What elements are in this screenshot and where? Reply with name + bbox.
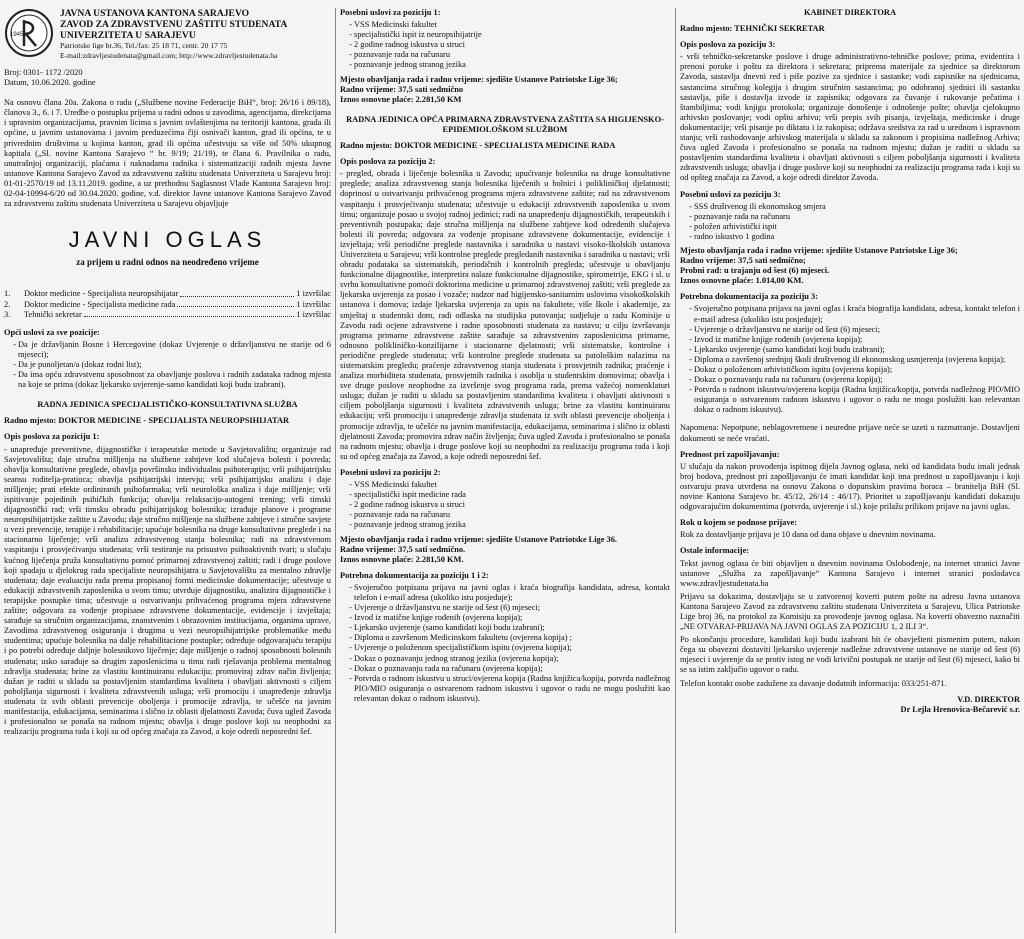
positions-list	[4, 289, 331, 319]
list-item: - Ljekarsko uvjerenje (samo kandidati koji budu izabrani);	[354, 623, 670, 633]
other-info-text: Prijavu sa dokazima, dostavljaju se u zatvorenoj koverti putem pošte na adresu Javna ustanova Kantona Sarajevo Zavod za zdravstvenu zaštitu studenata Univerziteta u Sarajevu, Ulica Patriotske Lige broj 36, na protokol za Komisiju za provođenje javnog oglasa. Na koverti obavezno naznačiti „NE OTVARAJ-PRIJAVA NA JAVNI OGLAS ZA POZICIJU 1, 2 ILI 3“.	[680, 591, 1020, 632]
unit-3-title: KABINET DIREKTORA	[803, 8, 897, 17]
list-item: - specijalistički ispit iz neuropsihijatrije	[354, 30, 670, 40]
list-item: - 2 godine radnog iskustva u struci	[354, 40, 670, 50]
list-item: - Uvjerenje o državljanstvu ne starije od šest (6) mjeseci;	[354, 603, 670, 613]
other-info-text: Tekst javnog oglasa će biti objavljen u dnevnim novinama Oslobođenje, na internet stranici Javne ustanove „Služba za zapošljavanje“ Kantona Sarajevo i internet stranici poslodavca www.zdravljestudenata.ba	[680, 558, 1020, 588]
unit-3-salary: Iznos osnovne plaće: 1.014,00 KM.	[680, 276, 804, 286]
docs-1-2-list	[340, 583, 670, 704]
list-item: - Da ima opću zdravstvenu sposobnost za obavljanje poslova i radnih zadataka radnog mjesta na koje se prima (dokaz ljekarsko uvjerenje-samo kandidati koji budu izabrani).	[18, 370, 331, 390]
unit-1-conditions-title: Posebni uslovi za poziciju 1:	[340, 8, 441, 17]
docs-3-list	[680, 304, 1020, 415]
list-item: - Dokaz o poznavanju jednog stranog jezika (ovjerena kopija);	[354, 654, 670, 664]
deadline-title: Rok u kojem se podnose prijave:	[680, 518, 798, 528]
list-item: - SSS društvenog ili ekonomskog smjera	[694, 202, 1020, 212]
legal-basis-intro: Na osnovu člana 20a. Zakona o radu („Službene novine Federacije BiH“, broj: 26/16 i 89/18), članova 3., 6. i 7. Uredbe o postupku prijema u radni odnos u zavodima, agencijama, direkcijama i upravnim organizacijama, pravnim licima s javnim ovlaštenjima na teritoriji kantona, grada ili općine, u javnim ustanovama i javnim preduzećima čiji osnivači kanton, grad ili općina, te u privrednim društvima u kojima kanton, grad ili općina učestvuju sa više od 50% ukupnog kapitala („Sl. novine Kantona Sarajevo “ br. 9/19; 21/19), te člana 6. Pravilnika o radu, unutrašnjoj organizaciji, plaćama i naknadama radnika i sistematizaciji radnih mjesta Javne ustanove Kantona Sarajevo Zavod za zdravstvenu zaštitu studenata Univerziteta u Sarajevu broj: 01-01-2570/19 od 13.11.2019. godine, a uz prethodnu Saglasnost Vlade Kantona Sarajevo broj: 02-04-10994-6/20 od 30.04.2020. godine, v.d. direktor Javne ustanove Kantona Sarajevo Zavod za zdravstvenu zaštitu studenata Univerziteta u Sarajevu objavljuje	[4, 98, 331, 209]
list-item: - specijalistički ispit medicine rada	[354, 490, 670, 500]
list-item: - poznavanje rada na računaru	[694, 212, 1020, 222]
institution-line: UNIVERZITETA U SARAJEVU	[60, 30, 196, 41]
list-item: - Uvjerenje o položenom specijalističkom ispitu (ovjerena kopija);	[354, 643, 670, 653]
unit-3-duties: - vrši tehničko-sekretarske poslove i druge administrativno-tehničke poslove; prima, evidentira i prenosi poruke i poštu za direktora i sekretara; priprema materijale za sjednice sa direktorom Zavoda, sastavlja dnevni red i piše pozive za sjednice i sastanke; vodi zapisnike na sjednicama, sastancima stručnog kolegija i drugim stručnim sastancima; po odobranoj sjednici ili sastanku sastavlja, piše i dostavlja izvode iz zapisnika; odgovara za čuvanje i rukovanje pečatima i štambiljima; vodi knjigu protokola; organizuje donošenje i odnošenje pošte; obavlja cjelokupno arhivsko poslovanje; vodi opštu arhivu; vrši prepis svih pisanja, izvještaja, medicinske i druge dokumentacije; vrši pisanje po diktatu i iz rukopisa; održava sredstva za rad u urednom i ispravnom stanju; vrši rashodovanje arhivskog materijala u skladu sa zakonom i propisima nadležnog Arhiva; čuva ugled Zavoda i profesionalno se ponaša na radnom mjestu; dužan je raditi u skladu sa postavljenim standardima kvaliteta i obavljati aktivnosti s ciljem poboljšanja sigurnosti i kvaliteta zdravstvenih usluga; obavlja i druge poslove koji su neophodni za realizaciju programa rada i koji su od opšteg značaja za Zavod, a koje odredi direktor Zavoda.	[680, 52, 1020, 183]
unit-1-title: RADNA JEDINICA SPECIJALISTIČKO-KONSULTATIVNA SLUŽBA	[37, 400, 298, 410]
list-item: - Da je punoljetan/a (dokaz rodni list);	[18, 360, 331, 370]
unit-3-workplace: Radno mjesto: TEHNIČKI SEKRETAR	[680, 24, 825, 34]
column-1	[4, 8, 331, 935]
list-item: - radno iskustvo 1 godina	[694, 232, 1020, 242]
list-item: - Potvrda o radnom iskustvu/ovjerena kopija (Radna knjižica/kopija, potvrda nadležnog PIO/MIO osiguranja o ostvarenom radnom iskustvu i ugovor o radu ne mogu poslužiti kao relevantan dokaz o radnom iskustvu).	[694, 385, 1020, 415]
list-item: - VSS Medicinski fakultet	[354, 480, 670, 490]
docs-1-2-title: Potrebna dokumentacija za poziciju 1 i 2:	[340, 570, 489, 580]
list-item: - Diploma o završenom Medicinskom fakultetu (ovjerena kopija) ;	[354, 633, 670, 643]
unit-2-place: Mjesto obavljanja rada i radno vrijeme: sjedište Ustanove Patriotske Lige 36.	[340, 534, 618, 544]
institution-address: Patriotske lige br.36, Tel./fax: 25 18 71, centr. 20 17 75	[60, 41, 228, 50]
unit-2-title: RADNA JEDINICA OPĆA PRIMARNA ZDRAVSTVENA ZAŠTITA SA HIGIJENSKO-EPIDEMIOLOŠKOM SLUŽBOM	[346, 114, 664, 134]
page-title: JAVNI OGLAS	[68, 227, 267, 253]
unit-3-conditions-title: Posebni uslovi za poziciju 3:	[680, 189, 781, 199]
list-item: - Dokaz o poznavanju rada na računaru (ovjerena kopija);	[354, 664, 670, 674]
list-item: - Izvod iz matične knjige rođenih (ovjerena kopija);	[354, 613, 670, 623]
institution-email: E-mail:zdravljestudenata@gmail.com; http://www.zdravljestudenata.ba	[60, 50, 278, 60]
unit-3-probation: Probni rad: u trajanju od šest (6) mjeseci.	[680, 266, 830, 276]
unit-2-conditions-title: Posebni uslovi za poziciju 2:	[340, 467, 441, 477]
document-number: Broj: 0301- 1172 /2020	[4, 68, 83, 77]
list-item: - položen arhivistički ispit	[694, 222, 1020, 232]
note: Napomena: Nepotpune, neblagovremene i neuredne prijave neće se uzeti u razmatranje. Dostavljeni dokumenti se neće vraćati.	[680, 423, 1020, 443]
page-subtitle: za prijem u radni odnos na neodređeno vrijeme	[76, 257, 259, 268]
list-item: - poznavanje rada na računaru	[354, 510, 670, 520]
position-item: 1. Doktor medicine - Specijalista neuropsihijatar 1 izvršilac	[4, 289, 331, 299]
institution-line: JAVNA USTANOVA KANTONA SARAJEVO	[60, 8, 250, 19]
list-item: - poznavanje jednog stranog jezika	[354, 520, 670, 530]
list-item: - Uvjerenje o državljanstvu ne starije od šest (6) mjeseci;	[694, 325, 1020, 335]
list-item: - Dokaz o položenom arhivističkom ispitu (ovjerena kopija);	[694, 365, 1020, 375]
list-item: - Potvrda o radnom iskustvu u struci/ovjerena kopija (Radna knjižica/kopija, potvrda nadležnog PIO/MIO osiguranja o ostvarenom radnom iskustvu i ugovor o radu ne mogu poslužiti kao relevantan dokaz o radnom iskustvu).	[354, 674, 670, 704]
document-date: Datum, 10.06.2020. godine	[4, 78, 96, 88]
list-item: - Svojeručno potpisana prijava na javni oglas i kraća biografija kandidata, adresa, kontakt telefon i e-mail adresa (ukoliko istu posjeduje);	[694, 304, 1020, 324]
unit-3-conditions	[680, 202, 1020, 242]
logo-year: 1945	[10, 32, 24, 38]
unit-2-salary: Iznos osnovne plaće: 2.281,50 KM.	[340, 554, 464, 564]
unit-1-conditions	[340, 20, 670, 70]
position-item: 3. Tehnički sekretar 1 izvršilac	[4, 309, 331, 319]
signature-name: Dr Lejla Hrenovica-Bečarević s.r.	[900, 704, 1020, 714]
contact-phone: Telefon kontakt osobe zadužene za davanje dodatnih informacija: 033/251-871.	[680, 678, 947, 688]
list-item: - VSS Medicinski fakultet	[354, 20, 670, 30]
list-item: - Ljekarsko uvjerenje (samo kandidati koji budu izabrani);	[694, 345, 1020, 355]
unit-3-hours: Radno vrijeme: 37,5 sati sedmično;	[680, 256, 806, 266]
column-2	[340, 8, 670, 935]
column-3	[680, 8, 1020, 935]
column-divider	[675, 8, 676, 933]
deadline-text: Rok za dostavljanje prijava je 10 dana od dana objave u dnevnim novinama.	[680, 530, 936, 540]
list-item: - Diploma o završenoj srednjoj školi društvenog ili ekonomskog usmjerenja (ovjerena kopija);	[694, 355, 1020, 365]
unit-1-salary: Iznos osnovne plaće: 2.281,50 KM	[340, 94, 462, 104]
signature-role: V.D. DIREKTOR	[957, 694, 1020, 704]
list-item: - Dokaz o poznavanju rada na računaru (ovjerena kopija);	[694, 375, 1020, 385]
priority-text: U slučaju da nakon provođenja ispitnog dijela Javnog oglasa, neki od kandidata budu imali jednak broj bodova, prednost pri zapošljavanju će imati kandidat koji ima prednost u zapošljavanju i koji ostvaruju prava utvrđena na osnovu Zakona o dopunskim pravima boraca – branitelja BiH (Sl. novine Kantona Sarajevo br. 45/12, 26/14 : 46/17). Prioritet u zapošljavanju kandidati dokazuju odgovarajućim dokumentima (potvrda, uvjerenje i sl.) koje prilažu prilikom prijave na javni oglas.	[680, 461, 1020, 512]
unit-1-hours: Radno vrijeme: 37,5 sati sedmično	[340, 84, 464, 94]
list-item: - Izvod iz matične knjige rođenih (ovjerena kopija);	[694, 335, 1020, 345]
unit-1-duties-title: Opis poslova za poziciju 1:	[4, 432, 100, 442]
list-item: - poznavanje rada na računaru	[354, 50, 670, 60]
unit-3-duties-title: Opis poslova za poziciju 3:	[680, 40, 776, 50]
list-item: - Svojeručno potpisana prijava na javni oglas i kraća biografija kandidata, adresa, kontakt telefon i e-mail adresa (ukoliko istu posjeduje);	[354, 583, 670, 603]
priority-title: Prednost pri zapošljavanju:	[680, 449, 780, 459]
unit-2-conditions	[340, 480, 670, 530]
docs-3-title: Potrebna dokumentacija za poziciju 3:	[680, 292, 819, 302]
institution-line: ZAVOD ZA ZDRAVSTVENU ZAŠTITU STUDENATA	[60, 19, 288, 30]
institution-logo-icon	[4, 8, 54, 58]
institution-info	[60, 8, 287, 60]
unit-2-workplace: Radno mjesto: DOKTOR MEDICINE - SPECIJALISTA MEDICINE RADA	[340, 141, 616, 151]
unit-1-place: Mjesto obavljanja rada i radno vrijeme: sjedište Ustanove Patriotske Lige 36;	[340, 74, 618, 84]
unit-3-place: Mjesto obavljanja rada i radno vrijeme: sjedište Ustanove Patriotske Lige 36;	[680, 245, 958, 255]
general-conditions-list	[4, 340, 331, 390]
unit-2-hours: Radno vrijeme: 37,5 sati sedmično.	[340, 544, 466, 554]
other-info-text: Po okončanju procedure, kandidati koji budu izabrani bit će obavješteni pismenim putem, nakon čega su obavezni dostaviti ljekarsko uvjerenje nadležne zdravstvene ustanove ne starije od šest (6) mjeseci i uvjerenje da se protiv istog ne vodi krivični postupak ne starije od šest (6) mjeseci, kako bi se sa istim zaključio ugovor o radu.	[680, 635, 1020, 675]
letterhead	[4, 8, 331, 60]
unit-2-duties: - pregled, obrada i liječenje bolesnika u Zavodu; upućivanje bolesnika na druge konsultativne preglede; analiza zdravstvenog stanja bolesnika liječenih u bolnici i polikliničkoj djelatnosti; doprinosi u ostvarivanju prihvaćenog programa mjera zdravstvene zaštite; rad na zdravstvenom vaspitanju i prosvjećivanju studenata; učestvuje u edukaciji zdravstvenih zaposlenika u svom timu; organizuje posao u svojoj radnoj jedinici; radi na unapređenju dijagnostičkih, terapeutskih i preventivnih postupaka; daje stručna mišljenja na službene zahtjeve kod određenih slučajeva bolesti ili povreda; odgovara za vođenje propisane zdravstvene dokumentacije, evidencije i izvještaja; vrši periodične preglede nastavnika i saradnika u nastavi visoko-školskih ustanova Univerziteta u Sarajevu; vrši kontrolne preglede pregledanih nastavnika i saradnika u nastavi; vrši obradu podataka sa sistematskih, periodičnih i kontrolnih pregleda; učestvuje u obavljanju funkcionalne dijagnostike, interpretira nalaze funkcionalne dijagnostike, spirometrije, EKG i sl. u svrhu konsultativne pomoći doktorima medicine u primarnoj zdravstvenoj zaštiti; vrši preglede za ljekarska uvjerenja za posao i vozače; nadzor nad higijensko-sanitarnim uslovima visokoškolskih ustanova i domova; izdaje ljekarska uvjerenja za upis na fakultete, više škole i akademije, za smještaj u studentski dom, radi odlaska na studijska putovanja; sudjeluje u radu Komisije u Zavodu radi ocjene zdravstvene i radne sposobnosti studenata za nastavu; u cilju izvršavanja programa primarne zdravstvene zaštite sarađuje sa zdravstvenim zaposlenicima primarne, odnosno polikliničko-konzilijarne i stacionarne djelatnosti; vrši sistematske, kontrolne i periodične preglede studenata; vrši kontrolne preglede studenata sa patološkim nalazima na sistematskim pregledu; praćenje zdravstvenog stanja studenata i prosvjetnih radnika; praćenje i analiza morbiditeta studenata, prosvjetnih radnika i osoblja u studentskim domovima; obavlja i sve druge poslove neophodne za izvršenje svog programa rada, prema važećoj nomenklaturi usluga; dužan je raditi u skladu sa postavljenim standardima kvaliteta i obavljati aktivnosti s ciljem poboljšanja sigurnosti i kvaliteta zdravstvenih usluga; brine za vlastitu kontinuiranu edukaciju; vrši promociju i unapređenje zdravlja studenata iz svih oblasti prevencije oboljenja i promocije zdravlja, te učešće na javnim manifestacija, edukacijama, seminarima i slično iz oblasti djelatnosti Zavoda; promovira zdrav način življenja; čuva ugled Zavoda i profesionalno se ponaša na radnom mjestu; obavlja i druge poslove koji su neophodni za realizaciju programa rada i koji su od općeg značaja za Zavod, a koje odredi neposredni šef.	[340, 169, 670, 461]
other-info-title: Ostale informacije:	[680, 546, 750, 556]
list-item: - Da je državljanin Bosne i Hercegovine (dokaz Uvjerenje o državljanstvu ne starije od 6 mjeseci);	[18, 340, 331, 360]
unit-1-duties: - unapređuje preventivne, dijagnostičke i terapeutske metode u Savjetovalištu; organizuje rad Savjetovališta; daje stručna mišljenja na službene zahtjeve kod slučajeva bolesti i povreda; obavlja konsultativne preglede, obavlja površinsku individualnu psihoterapiju; vrši psihijatrijsku seansu roditelja-pratioca; obavlja psihijatrijski intervju; vrši psihijatrijsku analizu i daje mišljenje; prati efekte ordiniranih psihofarmaka; vrši neurološka analiza i daje mišljenje; vrši ispitivanje pojedinih psihičkih funkcija; obavlja relaksaciju-autogeni trening; vrši timski dijagnostički rad; vrši timsku obradu psihijatrijskog bolesnika; izrađuje planove i programe neuropsihijatrijske zaštite u Zavodu; daje stručno mišljenje na službene zahtjeve i stručne savjete u vezi prevencije, terapije i rehabilitacije; upućuje bolesnika na druge konsultativne preglede i na stacionarno liječenje; vrši analizu zdravstvenog stanja bolesnika; radi na zdravstvenom vaspitanju i prosvjećivanju studenata; vrši testiranje na prisustvo psihoaktivnih tvari; u slučaju kućnog liječenja pruža konsultativnu pomoć primarnoj zdravstvenoj zaštiti; radi i druge poslove koji spadaju u djelokrug rada specijaliste neuropsihijatra u Savjetovalištu za mentalno zdravlje studenata; daje evaluaciju rada prema propisanoj formi medicinske dokumentacije; učestvuje u edukaciji zdravstvenih zaposlenika u svom timu; utvrđuje dijagnostiku, analizira dijagnostičke i terapijske postupke tima; učestvuje u ostvarivanju prihvaćenog programa mjera zdravstvene zaštite; odgovara za vođenje propisane zdravstvene dokumentacije, evidencije i izvještaja; sarađuje sa stručnim organizacijama, znanstvenim i obrazovnim institucijama, organima uprave, Zavodima zdravstvenog osiguranja i drugima u vezi neuropsihijatrijske problematike među studentima; upućuje bolesnika na dalje rehabilitacione postupke; određuje odgovarajuću terapiju i po potrebi određuje daljnje bolesnikovo liječenje; daje mišljenje o radnoj sposobnosti bolesnih studenata; usko sarađuje sa drugim zaposlenicima u timu radi rješavanja problema mentalnog zdravlja studenata; brine za vlastitu kontinuiranu edukaciju; promoviraj zdrav način življenja; dužan je raditi u skladu sa postavljenim standardima kvaliteta i obavljati aktivnosti s ciljem poboljšanja sigurnosti i kvaliteta zdravstvenih usluga; vrši promociju i unapređenje zdravlja studenata iz svih oblasti prevencije oboljenja i promocije zdravlja, te učešće na javnim manifestacija, edukacijama, seminarima i slično iz oblasti djelatnosti Zavoda; čuva ugled Zavoda i profesionalno se ponaša na radnom mjestu; obavlja i druge poslove koji su neophodni za realizaciju programa rada i koji su od općeg značaja za Zavod, a koje odredi neposredni šef.	[4, 444, 331, 737]
column-divider	[335, 8, 336, 933]
position-item: 2. Doktor medicine - Specijalista medicine rada 1 izvršilac	[4, 299, 331, 309]
unit-2-duties-title: Opis poslova za poziciju 2:	[340, 157, 436, 167]
list-item: - 2 godine radnog iskustva u struci	[354, 500, 670, 510]
general-conditions-title: Opći uslovi za sve pozicije:	[4, 327, 100, 337]
list-item: - poznavanje jednog stranog jezika	[354, 60, 670, 70]
unit-1-workplace: Radno mjesto: DOKTOR MEDICINE - SPECIJALISTA NEUROPSIHIJATAR	[4, 416, 290, 426]
